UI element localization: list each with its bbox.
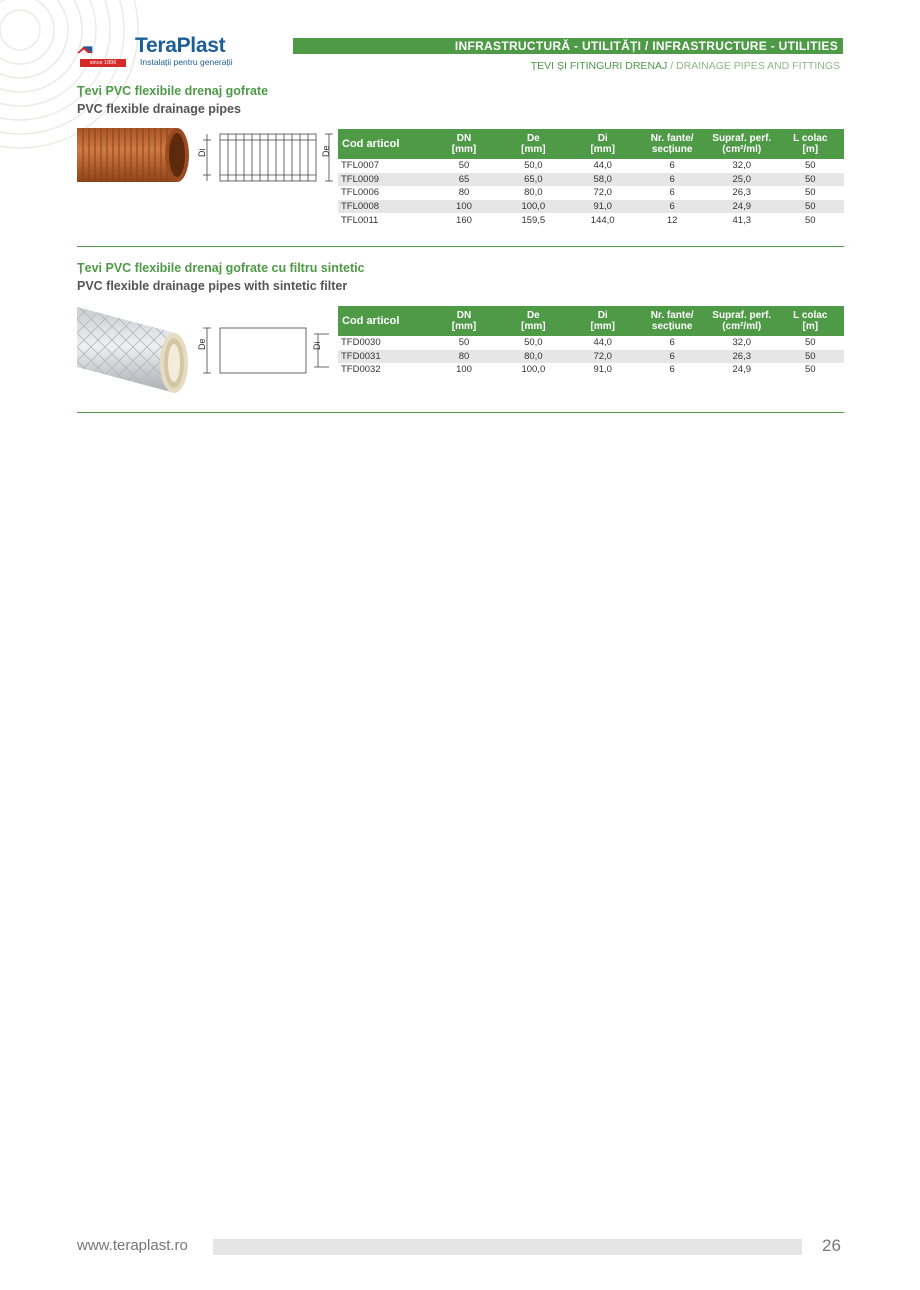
column-header-line2: [mm] bbox=[451, 321, 477, 332]
table-cell: 41,3 bbox=[732, 214, 751, 226]
table-cell: 26,3 bbox=[732, 187, 751, 199]
article-code-cell: TFL0009 bbox=[338, 173, 429, 187]
column-header bbox=[568, 129, 637, 159]
column-header-line2: [mm] bbox=[451, 144, 477, 155]
table-cell: 144,0 bbox=[590, 214, 615, 226]
column-header bbox=[568, 306, 637, 336]
brand-tagline: Instalații pentru generații bbox=[140, 57, 233, 67]
column-header bbox=[499, 129, 568, 159]
table-cell: 100,0 bbox=[499, 200, 568, 214]
table-cell: 50 bbox=[804, 160, 816, 172]
table-cell: 80 bbox=[429, 350, 498, 364]
table-cell: 91,0 bbox=[568, 200, 637, 214]
table-cell: 44,0 bbox=[593, 337, 612, 349]
column-header-line1: L colac bbox=[793, 133, 828, 144]
table-cell: 6 bbox=[669, 337, 675, 349]
column-header bbox=[338, 306, 429, 336]
filter-pipe-diagram bbox=[193, 324, 333, 378]
table-row bbox=[338, 173, 844, 187]
column-header bbox=[499, 306, 568, 336]
column-header bbox=[707, 129, 777, 159]
table-cell: 24,9 bbox=[707, 200, 777, 214]
column-header-line1: DN bbox=[456, 310, 472, 321]
article-code-cell: TFD0031 bbox=[338, 350, 429, 364]
brand-since-badge: since 1896 bbox=[80, 59, 126, 67]
header-subtitle-ro: ȚEVI ȘI FITINGURI DRENAJ bbox=[530, 60, 668, 72]
column-header-line2: [mm] bbox=[590, 321, 615, 332]
table-cell: 91,0 bbox=[593, 364, 612, 376]
footer-url-link[interactable]: www.teraplast.ro bbox=[77, 1237, 188, 1254]
table-cell: 50 bbox=[804, 364, 816, 376]
table-cell: 100 bbox=[429, 200, 498, 214]
brand-name: TeraPlast bbox=[135, 34, 226, 57]
table-row bbox=[338, 200, 844, 214]
table-cell: 50,0 bbox=[524, 337, 543, 349]
section1-title: Țevi PVC flexibile drenaj gofrate bbox=[77, 84, 269, 98]
table-cell: 58,0 bbox=[568, 173, 637, 187]
header-subtitle bbox=[531, 60, 840, 72]
table-row bbox=[338, 350, 844, 364]
column-header-line2: (cm²/ml) bbox=[722, 321, 762, 332]
table-row bbox=[338, 363, 844, 377]
section2-divider bbox=[77, 412, 844, 413]
section2-de-label: De bbox=[197, 338, 207, 350]
section2-spec-table bbox=[338, 306, 844, 377]
column-header-line2: [mm] bbox=[521, 321, 546, 332]
table-cell: 160 bbox=[456, 214, 472, 226]
article-code-cell: TFL0007 bbox=[341, 160, 380, 172]
section1-subtitle: PVC flexible drainage pipes bbox=[77, 102, 241, 116]
column-header-line2: [mm] bbox=[590, 144, 615, 155]
corrugated-pipe-image bbox=[77, 126, 190, 186]
section2-subtitle: PVC flexible drainage pipes with sintetic filter bbox=[77, 279, 348, 293]
table-cell: 80 bbox=[458, 187, 470, 199]
column-header-line1: L colac bbox=[793, 310, 828, 321]
table-cell: 6 bbox=[669, 160, 675, 172]
column-header-line1: Cod articol bbox=[342, 314, 400, 327]
table-row bbox=[338, 213, 844, 227]
table-cell: 32,0 bbox=[732, 160, 751, 172]
article-code-cell: TFL0008 bbox=[338, 200, 429, 214]
table-cell: 6 bbox=[637, 173, 707, 187]
table-header-row bbox=[338, 306, 844, 336]
column-header-line2: secțiune bbox=[651, 321, 693, 332]
table-cell: 65,0 bbox=[499, 173, 568, 187]
column-header-line1: Nr. fante/ bbox=[650, 310, 694, 321]
filter-pipe-image bbox=[77, 305, 190, 395]
section2-di-label: Di bbox=[312, 341, 322, 350]
column-header-line2: [mm] bbox=[521, 144, 546, 155]
column-header-line2: [m] bbox=[802, 144, 819, 155]
table-header-row bbox=[338, 129, 844, 159]
table-row bbox=[338, 336, 844, 350]
table-row bbox=[338, 186, 844, 200]
column-header-line2: [m] bbox=[802, 321, 819, 332]
table-cell: 100 bbox=[456, 364, 472, 376]
table-cell: 80,0 bbox=[524, 187, 543, 199]
column-header bbox=[338, 129, 429, 159]
table-cell: 50 bbox=[804, 187, 816, 199]
table-cell: 65 bbox=[429, 173, 498, 187]
table-cell: 25,0 bbox=[707, 173, 777, 187]
section2-title: Țevi PVC flexibile drenaj gofrate cu filtru sintetic bbox=[77, 261, 365, 275]
column-header-line1: Nr. fante/ bbox=[650, 133, 694, 144]
column-header bbox=[777, 129, 844, 159]
column-header-line1: Di bbox=[597, 133, 608, 144]
table-cell: 159,5 bbox=[521, 214, 546, 226]
column-header-line1: Cod articol bbox=[342, 137, 400, 150]
column-header-line1: De bbox=[526, 133, 540, 144]
table-cell: 72,0 bbox=[568, 350, 637, 364]
article-code-cell: TFL0011 bbox=[341, 214, 379, 226]
table-cell: 50 bbox=[458, 337, 470, 349]
header-subtitle-en: DRAINAGE PIPES AND FITTINGS bbox=[676, 60, 840, 72]
article-code-cell: TFD0030 bbox=[341, 337, 381, 349]
table-cell: 50 bbox=[777, 173, 844, 187]
table-cell: 44,0 bbox=[593, 160, 612, 172]
column-header-line1: Supraf. perf. bbox=[712, 133, 772, 144]
table-cell: 26,3 bbox=[707, 350, 777, 364]
table-cell: 72,0 bbox=[593, 187, 612, 199]
footer-bar bbox=[213, 1239, 802, 1255]
table-cell: 6 bbox=[637, 350, 707, 364]
column-header-line1: DN bbox=[456, 133, 472, 144]
column-header-line2: (cm²/ml) bbox=[722, 144, 762, 155]
header-subtitle-sep: / bbox=[667, 60, 677, 72]
header-banner: INFRASTRUCTURĂ - UTILITĂȚI / INFRASTRUCTURE - UTILITIES bbox=[293, 38, 843, 54]
table-cell: 12 bbox=[666, 214, 678, 226]
column-header-line1: Supraf. perf. bbox=[712, 310, 772, 321]
section1-de-label: De bbox=[321, 145, 331, 157]
table-cell: 24,9 bbox=[732, 364, 751, 376]
table-cell: 6 bbox=[669, 187, 675, 199]
column-header-line1: De bbox=[526, 310, 540, 321]
section1-divider bbox=[77, 246, 844, 247]
column-header bbox=[637, 129, 707, 159]
column-header bbox=[637, 306, 707, 336]
table-cell: 6 bbox=[669, 364, 675, 376]
table-cell: 50 bbox=[777, 200, 844, 214]
table-cell: 32,0 bbox=[732, 337, 751, 349]
table-cell: 100,0 bbox=[521, 364, 546, 376]
table-cell: 50,0 bbox=[524, 160, 543, 172]
table-cell: 50 bbox=[458, 160, 470, 172]
column-header bbox=[429, 129, 498, 159]
section1-di-label: Di bbox=[197, 148, 207, 157]
table-cell: 50 bbox=[777, 350, 844, 364]
column-header bbox=[429, 306, 498, 336]
section1-spec-table bbox=[338, 129, 844, 227]
table-cell: 80,0 bbox=[499, 350, 568, 364]
column-header bbox=[777, 306, 844, 336]
corrugated-pipe-diagram bbox=[193, 130, 333, 185]
table-cell: 50 bbox=[804, 337, 816, 349]
column-header-line1: Di bbox=[597, 310, 608, 321]
page-number: 26 bbox=[822, 1236, 841, 1255]
column-header-line2: secțiune bbox=[651, 144, 693, 155]
column-header bbox=[707, 306, 777, 336]
table-row bbox=[338, 159, 844, 173]
table-cell: 50 bbox=[804, 214, 816, 226]
article-code-cell: TFL0006 bbox=[341, 187, 380, 199]
table-cell: 6 bbox=[637, 200, 707, 214]
article-code-cell: TFD0032 bbox=[341, 364, 381, 376]
